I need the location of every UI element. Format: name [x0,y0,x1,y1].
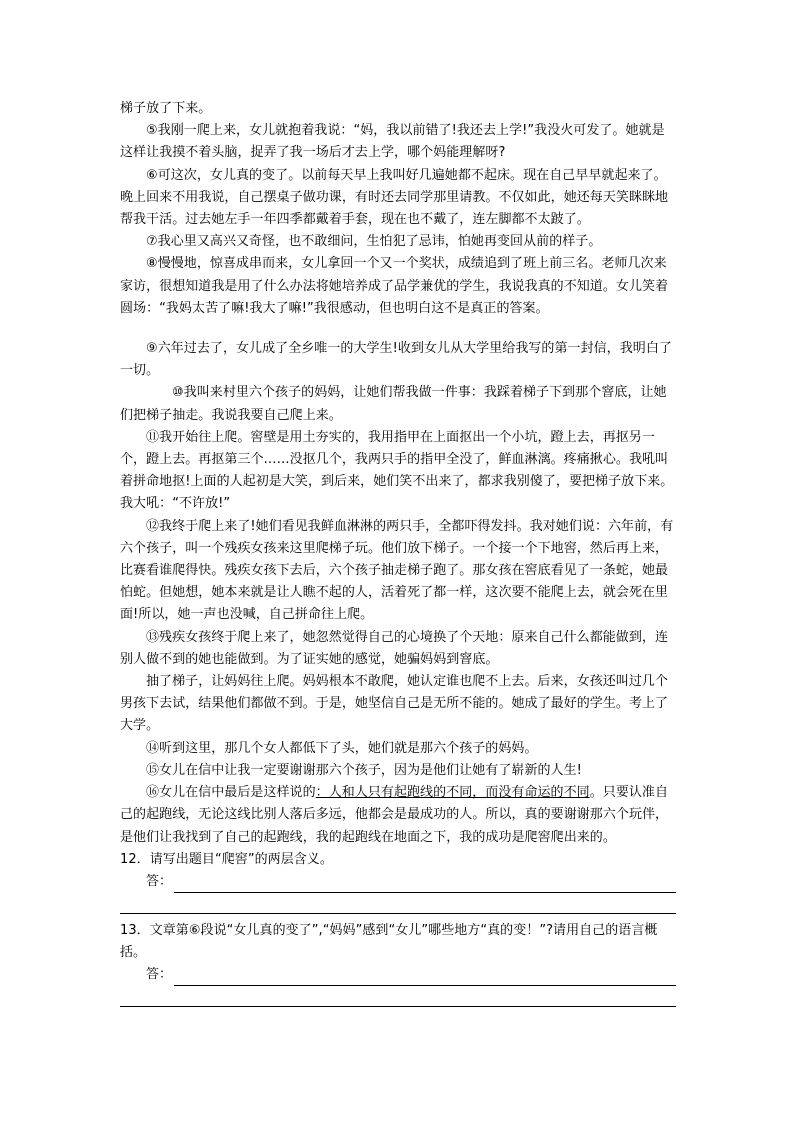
paragraph-16 [120,782,676,849]
question-12-answer[interactable] [146,871,676,893]
document-page [120,98,676,1013]
answer-line[interactable] [174,874,676,893]
passage-body [120,98,676,782]
paragraph: ⑩我叫来村里六个孩子的妈妈，让她们帮我做一件事：我踩着梯子下到那个窨底，让她们把梯子抽走。我说我要自己爬上来。 [120,385,667,423]
paragraph: ⑥可这次，女儿真的变了。以前每天早上我叫好几遍她都不起床。现在自己早早就起来了。晚上回来不用我说，自己摆桌子做功课，有时还去同学那里请教。不仅如此，她还每天笑眯眯地帮我干活。过去她左手一年四季都戴着手套，现在也不戴了，连左脚都不太跛了。 [120,167,669,228]
paragraph: ⑦我心里又高兴又奇怪，也不敢细问，生怕犯了忌讳，怕她再变回从前的样子。 [146,234,602,250]
paragraph: 梯子放了下来。 [120,101,212,116]
paragraph: ⑫我终于爬上来了!她们看见我鲜血淋淋的两只手，全都吓得发抖。我对她们说：六年前，有六个孩子，叫一个残疾女孩来这里爬梯子玩。他们放下梯子。一个接一个下地窖，然后再上来，比赛看谁爬得快。残疾女孩下去后，六个孩子抽走梯子跑了。那女孩在窖底看见了一条蛇，她最怕蛇。但她想，她本来就是让人瞧不起的人，活着死了都一样，这次要不能爬上去，就会死在里面!所以，她一声也没喊，自己拼命往上爬。 [120,518,674,623]
paragraph: ⑭听到这里，那几个女人都低下了头，她们就是那六个孩子的妈妈。 [146,740,538,756]
answer-line[interactable] [174,967,676,986]
question-13-answer[interactable] [146,964,676,986]
paragraph: ⑤我刚一爬上来，女儿就抱着我说：“妈，我以前错了!我还去上学!”我没火可发了。她就是这样让我摸不着头脑，捉弄了我一场后才去上学，哪个妈能理解呀? [120,123,665,161]
key-sentence-underlined: ：人和人只有起跑线的不同，而没有命运的不同 [315,785,590,801]
paragraph: ⑬残疾女孩终于爬上来了，她忽然觉得自己的心境换了个天地：原来自己什么都能做到，连别人做不到的她也能做到。为了证实她的感觉，她骗妈妈到窨底。 [120,629,669,667]
answer-line-extra[interactable] [120,986,676,1007]
question-12-text: 12．请写出题目“爬窖”的两层含义。 [120,851,333,867]
paragraph: ⑪我开始往上爬。窖壁是用土夯实的，我用指甲在上面抠出一个小坑，蹬上去，再抠另一个，蹬上去。再抠第三个……没抠几个，我两只手的指甲全没了，鲜血淋漓。疼痛揪心。我吼叫着拼命地抠!上面的人起初是大笑，到后来，她们笑不出来了，都求我别傻了，要把梯子放下来。我大吼：“不许放!” [120,429,674,512]
paragraph: ⑧慢慢地，惊喜成串而来，女儿拿回一个又一个奖状，成绩追到了班上前三名。老师几次来家访，很想知道我是用了什么办法将她培养成了品学兼优的学生，我说我真的不知道。女儿笑着圆场：“我妈太苦了嘛!我大了嘛!”我很感动，但也明白这不是真正的答案。 [120,256,669,316]
question-13 [120,920,676,1007]
answer-label: 答： [146,967,173,983]
paragraph: 抽了梯子，让妈妈往上爬。妈妈根本不敢爬，她认定谁也爬不上去。后来，女孩还叫过几个男孩下去试，结果他们都做不到。于是，她坚信自己是无所不能的。她成了最好的学生。考上了大学。 [120,674,669,734]
paragraph-16-prefix: ⑯女儿在信中最后是这样说的 [146,785,316,801]
question-13-text: 13．文章第⑥段说“女儿真的变了”,“妈妈”感到“女儿”哪些地方“真的变！”?请用自己的语言概括。 [120,922,658,961]
paragraph-spacer [120,320,676,338]
answer-label: 答： [146,873,173,889]
answer-line-extra[interactable] [120,893,676,914]
paragraph: ⑨六年过去了，女儿成了全乡唯一的大学生!收到女儿从大学里给我写的第一封信，我明白了一切。 [120,341,672,379]
question-12 [120,849,676,914]
paragraph: ⑮女儿在信中让我一定要谢谢那六个孩子，因为是他们让她有了崭新的人生! [146,762,582,778]
paragraph-16-suffix: 。只要认准自己的起跑线，无论这线比别人落后多远，他都会是最成功的人。所以，真的要谢谢那六个玩伴，是他们让我找到了自己的起跑线，我的起跑线在地面之下，我的成功是爬窖爬出来的。 [120,785,669,845]
